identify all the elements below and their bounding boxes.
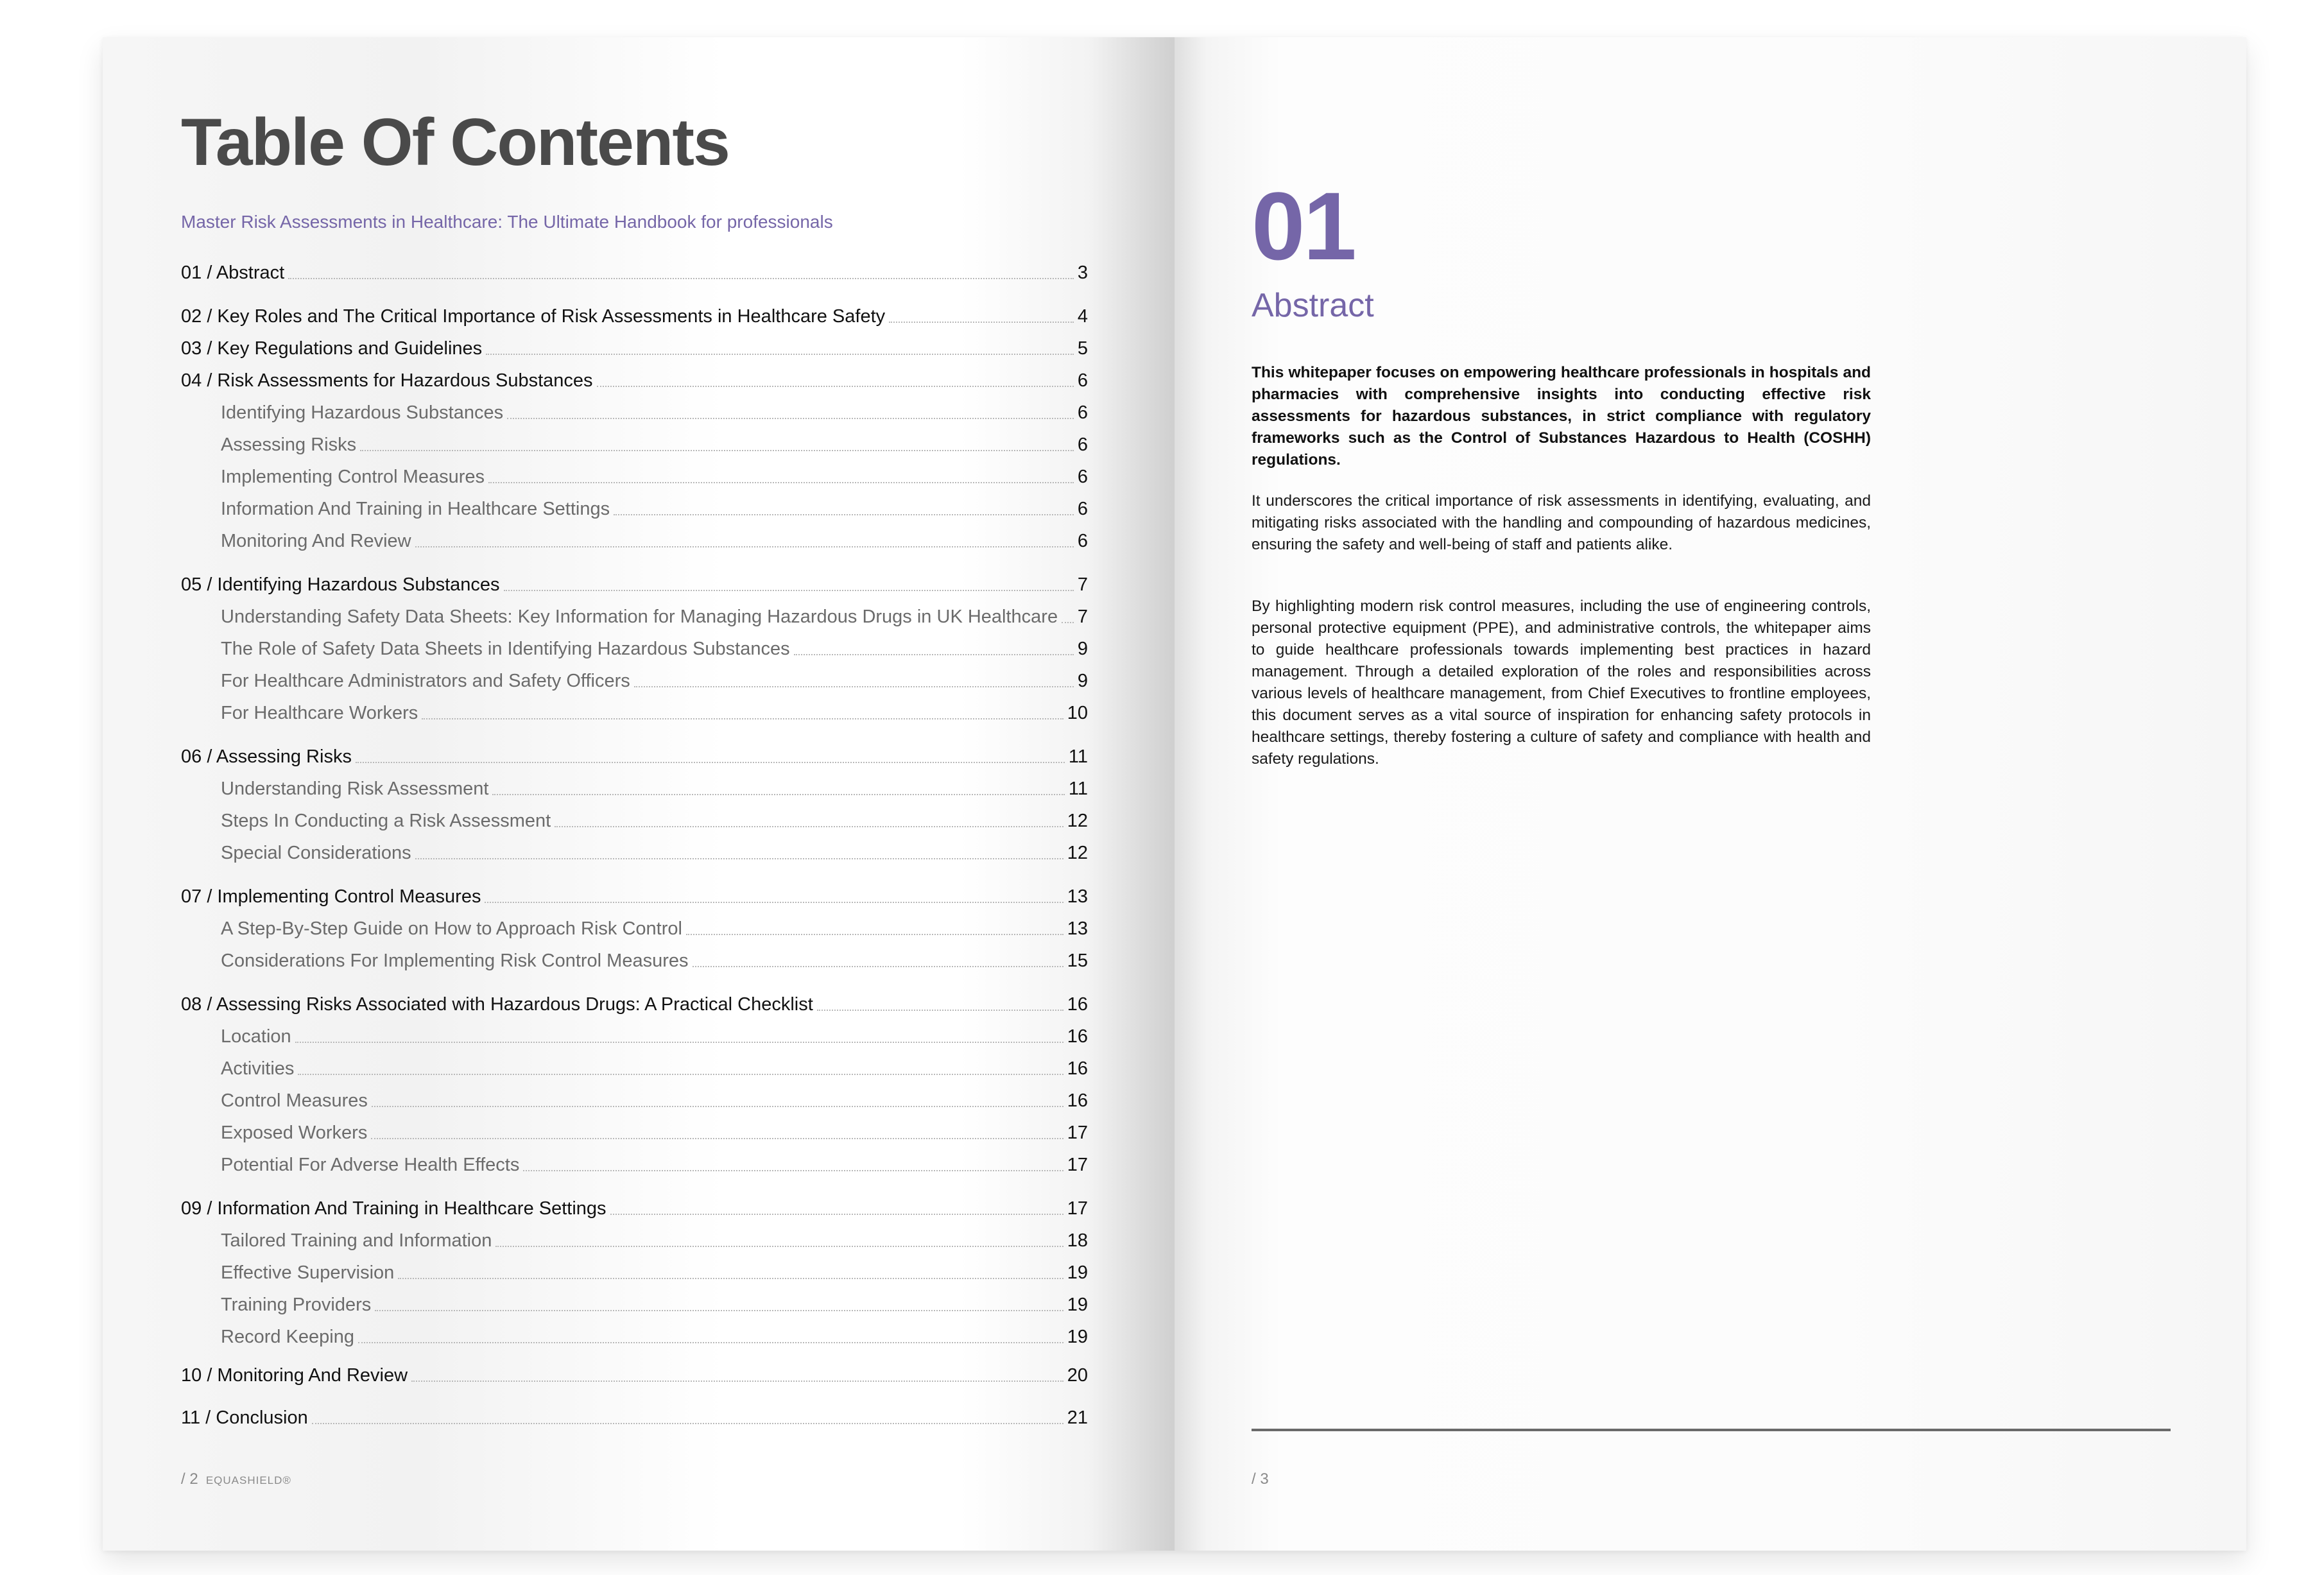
toc-entry-label: Effective Supervision: [221, 1262, 395, 1283]
toc-entry[interactable]: [181, 1403, 1088, 1429]
toc-page-number: 19: [1067, 1295, 1088, 1315]
toc-leader-dots: [610, 1213, 1063, 1215]
toc-entry-label: Potential For Adverse Health Effects: [221, 1155, 520, 1175]
toc-page-number: 17: [1067, 1123, 1088, 1143]
toc-page-number: 4: [1077, 306, 1088, 327]
toc-entry[interactable]: [181, 302, 1088, 327]
toc-page-number: 18: [1067, 1230, 1088, 1251]
toc-leader-dots: [375, 1309, 1063, 1311]
toc-entry[interactable]: [181, 990, 1088, 1015]
toc-leader-dots: [614, 513, 1074, 515]
toc-page-number: 9: [1077, 671, 1088, 691]
toc-subentry[interactable]: [181, 698, 1088, 724]
footer-divider: [1252, 1429, 2171, 1431]
toc-page-number: 20: [1067, 1365, 1088, 1386]
toc-subentry[interactable]: [181, 1258, 1088, 1284]
toc-entry-label: 06 / Assessing Risks: [181, 746, 352, 767]
toc-page-number: 9: [1077, 639, 1088, 659]
toc-entry[interactable]: [181, 742, 1088, 768]
toc-page-number: 16: [1067, 994, 1088, 1015]
toc-page-number: 13: [1067, 918, 1088, 939]
toc-entry-label: 02 / Key Roles and The Critical Importance of Risk Assessments in Healthcare Safety: [181, 306, 886, 327]
toc-entry-label: The Role of Safety Data Sheets in Identifying Hazardous Substances: [221, 639, 790, 659]
toc-subentry[interactable]: [181, 774, 1088, 800]
toc-subentry[interactable]: [181, 838, 1088, 864]
toc-entry-label: Activities: [221, 1058, 295, 1079]
toc-subentry[interactable]: [181, 398, 1088, 424]
toc-entry-label: For Healthcare Workers: [221, 703, 418, 723]
toc-subentry[interactable]: [181, 1150, 1088, 1176]
toc-entry-label: 08 / Assessing Risks Associated with Hazardous Drugs: A Practical Checklist: [181, 994, 813, 1015]
toc-leader-dots: [356, 761, 1065, 763]
toc-leader-dots: [555, 825, 1063, 827]
toc-entry-label: Location: [221, 1026, 291, 1047]
toc-subentry[interactable]: [181, 946, 1088, 972]
toc-leader-dots: [817, 1009, 1063, 1011]
toc-subentry[interactable]: [181, 462, 1088, 488]
toc-page-number: 15: [1067, 951, 1088, 971]
toc-subentry[interactable]: [181, 1226, 1088, 1252]
toc-subentry[interactable]: [181, 1054, 1088, 1080]
left-page-footer: [181, 1470, 291, 1488]
toc-leader-dots: [488, 481, 1074, 483]
toc-leader-dots: [889, 321, 1074, 323]
toc-subentry[interactable]: [181, 1322, 1088, 1348]
toc-subentry[interactable]: [181, 1022, 1088, 1047]
toc-subentry[interactable]: [181, 1118, 1088, 1144]
toc-page-number: 6: [1077, 499, 1088, 519]
toc-entry-label: 09 / Information And Training in Healthcare Settings: [181, 1198, 607, 1219]
toc-page-number: 7: [1077, 574, 1088, 595]
toc-subentry[interactable]: [181, 666, 1088, 692]
toc-page-number: 6: [1077, 370, 1088, 391]
toc-entry-label: Training Providers: [221, 1295, 372, 1315]
toc-subentry[interactable]: [181, 602, 1088, 628]
abstract-paragraph-2: It underscores the critical importance of risk assessments in identifying, evaluating, and mitigating risks associated with the handling and compounding of hazardous medicines, ensuring the safety and well-being of staff and patients alike.: [1252, 492, 1871, 553]
toc-entry-label: Considerations For Implementing Risk Control Measures: [221, 951, 689, 971]
toc-leader-dots: [298, 1073, 1063, 1075]
toc-page-number: 16: [1067, 1026, 1088, 1047]
toc-page-number: 11: [1068, 746, 1088, 767]
toc-page-number: 6: [1077, 402, 1088, 423]
toc-page-number: 16: [1067, 1058, 1088, 1079]
toc-entry-label: 10 / Monitoring And Review: [181, 1365, 408, 1386]
toc-leader-dots: [358, 1341, 1063, 1343]
toc-leader-dots: [371, 1137, 1063, 1139]
toc-entry[interactable]: [181, 882, 1088, 908]
toc-leader-dots: [360, 449, 1074, 451]
section-title: Abstract: [1252, 287, 1374, 324]
toc-entry-label: Special Considerations: [221, 843, 411, 863]
toc-subentry[interactable]: [181, 806, 1088, 832]
toc-entry-label: Tailored Training and Information: [221, 1230, 492, 1251]
toc-page-number: 12: [1067, 843, 1088, 863]
toc-entry-label: Understanding Risk Assessment: [221, 779, 489, 799]
toc-page-number: 17: [1067, 1155, 1088, 1175]
toc-leader-dots: [794, 653, 1074, 655]
toc-page-number: 11: [1068, 779, 1088, 799]
toc-title: Table Of Contents: [181, 105, 729, 180]
toc-entry-label: 07 / Implementing Control Measures: [181, 886, 481, 907]
toc-entry-label: Record Keeping: [221, 1327, 354, 1347]
toc-leader-dots: [485, 901, 1063, 903]
toc-leader-dots: [507, 417, 1074, 419]
section-number: 01: [1252, 172, 1355, 280]
toc-entry[interactable]: [181, 366, 1088, 392]
toc-leader-dots: [492, 793, 1064, 795]
toc-subentry[interactable]: [181, 914, 1088, 940]
toc-leader-dots: [597, 385, 1074, 387]
toc-entry[interactable]: [181, 1194, 1088, 1219]
toc-page-number: 6: [1077, 435, 1088, 455]
toc-leader-dots: [495, 1245, 1063, 1247]
toc-leader-dots: [295, 1041, 1063, 1043]
toc-subtitle: Master Risk Assessments in Healthcare: The Ultimate Handbook for professionals: [181, 212, 833, 232]
page-number: / 2: [181, 1470, 198, 1488]
toc-entry-label: Control Measures: [221, 1090, 368, 1111]
toc-leader-dots: [523, 1169, 1063, 1171]
toc-page-number: 3: [1077, 262, 1088, 283]
toc-entry[interactable]: [181, 1361, 1088, 1386]
toc-entry-label: Assessing Risks: [221, 435, 357, 455]
toc-subentry[interactable]: [181, 1086, 1088, 1112]
toc-entry-label: 04 / Risk Assessments for Hazardous Substances: [181, 370, 593, 391]
right-page-number: / 3: [1252, 1470, 1269, 1488]
toc-entry-label: For Healthcare Administrators and Safety Officers: [221, 671, 630, 691]
toc-page-number: 7: [1077, 607, 1088, 627]
toc-page-number: 16: [1067, 1090, 1088, 1111]
left-page: [103, 37, 1175, 1551]
toc-entry[interactable]: [181, 258, 1088, 284]
toc-page-number: 13: [1067, 886, 1088, 907]
toc-page-number: 19: [1067, 1327, 1088, 1347]
toc-subentry[interactable]: [181, 526, 1088, 552]
toc-entry-label: Understanding Safety Data Sheets: Key Information for Managing Hazardous Drugs in UK Healthcare: [221, 607, 1058, 627]
toc-page-number: 21: [1067, 1407, 1088, 1428]
toc-leader-dots: [422, 718, 1063, 719]
toc-page-number: 12: [1067, 811, 1088, 831]
toc-page-number: 10: [1067, 703, 1088, 723]
toc-entry-label: Implementing Control Measures: [221, 467, 485, 487]
toc-leader-dots: [693, 965, 1063, 967]
toc-entry-label: A Step-By-Step Guide on How to Approach Risk Control: [221, 918, 682, 939]
toc-leader-dots: [486, 353, 1074, 355]
toc-leader-dots: [411, 1380, 1063, 1382]
toc-subentry[interactable]: [181, 494, 1088, 520]
toc-leader-dots: [312, 1422, 1063, 1424]
document-spread: [103, 37, 2246, 1551]
brand-logo-text: EQUASHIELD®: [205, 1474, 291, 1486]
toc-entry[interactable]: [181, 570, 1088, 596]
toc-entry-label: Information And Training in Healthcare Settings: [221, 499, 610, 519]
toc-leader-dots: [415, 546, 1074, 547]
toc-subentry[interactable]: [181, 430, 1088, 456]
toc-page-number: 6: [1077, 531, 1088, 551]
toc-leader-dots: [398, 1277, 1063, 1279]
toc-leader-dots: [288, 277, 1074, 279]
toc-subentry[interactable]: [181, 634, 1088, 660]
toc-leader-dots: [372, 1105, 1063, 1107]
toc-page-number: 6: [1077, 467, 1088, 487]
toc-subentry[interactable]: [181, 1290, 1088, 1316]
toc-entry-label: Identifying Hazardous Substances: [221, 402, 504, 423]
toc-entry-label: Exposed Workers: [221, 1123, 368, 1143]
toc-entry-label: 03 / Key Regulations and Guidelines: [181, 338, 483, 359]
toc-entry-label: 11 / Conclusion: [181, 1407, 308, 1428]
toc-page-number: 5: [1077, 338, 1088, 359]
toc-page-number: 17: [1067, 1198, 1088, 1219]
toc-page-number: 19: [1067, 1262, 1088, 1283]
abstract-paragraph-3: By highlighting modern risk control measures, including the use of engineering controls, personal protective equipment (PPE), and administrative controls, the whitepaper aims to guide healthcare professionals towards implementing best practices in hazard management. Through a detailed exploration of the roles and responsibilities across various levels of healthcare management, from Chief Executives to frontline employees, this document serves as a vital source of inspiration for enhancing safety protocols in healthcare settings, thereby fostering a culture of safety and compliance with health and safety regulations.: [1252, 598, 1871, 768]
toc-leader-dots: [504, 589, 1074, 591]
toc-leader-dots: [634, 685, 1074, 687]
toc-leader-dots: [415, 857, 1063, 859]
toc-leader-dots: [686, 933, 1063, 935]
abstract-lead-paragraph: This whitepaper focuses on empowering healthcare professionals in hospitals and pharmacies with comprehensive insights into conducting effective risk assessments for hazardous substances, in strict compliance with regulatory frameworks such as the Control of Substances Hazardous to Health (COSHH) regulations.: [1252, 364, 1871, 469]
toc-entry[interactable]: [181, 334, 1088, 359]
toc-leader-dots: [1062, 621, 1074, 623]
toc-entry-label: Steps In Conducting a Risk Assessment: [221, 811, 551, 831]
toc-entry-label: 05 / Identifying Hazardous Substances: [181, 574, 500, 595]
toc-entry-label: 01 / Abstract: [181, 262, 285, 283]
toc-entry-label: Monitoring And Review: [221, 531, 411, 551]
